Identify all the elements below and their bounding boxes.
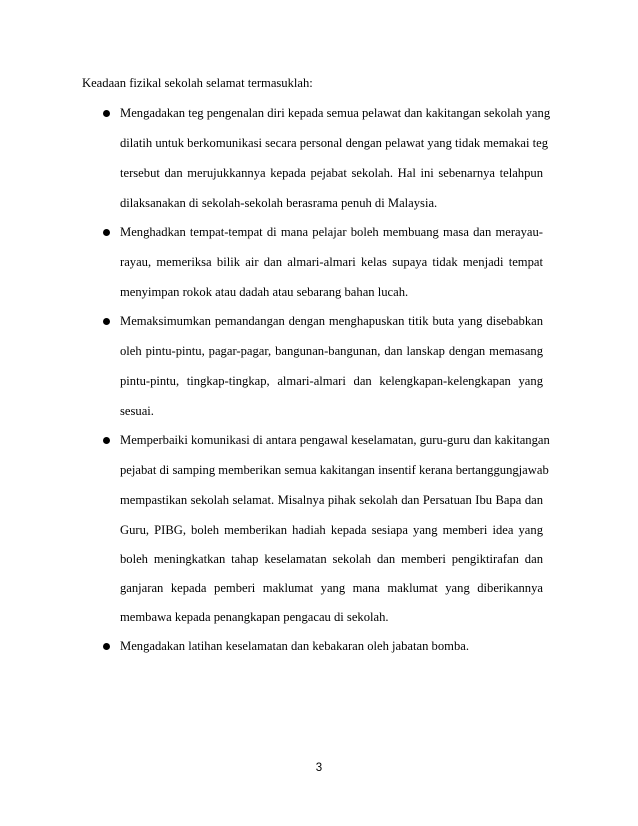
text-line: Guru, PIBG, boleh memberikan hadiah kepada sesiapa yang memberi idea yang (120, 523, 543, 537)
text-line: boleh meningkatkan tahap keselamatan sekolah dan memberi pengiktirafan dan (120, 552, 543, 566)
text-line: Mengadakan latihan keselamatan dan kebakaran oleh jabatan bomba. (120, 639, 469, 653)
bullet-dot-icon (103, 643, 110, 650)
bullet-dot-icon (103, 437, 110, 444)
text-line: rayau, memeriksa bilik air dan almari-almari kelas supaya tidak menjadi tempat (120, 255, 543, 269)
text-line: oleh pintu-pintu, pagar-pagar, bangunan-bangunan, dan lanskap dengan memasang (120, 344, 543, 358)
text-line: Memaksimumkan pemandangan dengan menghapuskan titik buta yang disebabkan (120, 314, 543, 328)
text-line: pejabat di samping memberikan semua kakitangan insentif kerana bertanggungjawab (120, 463, 549, 477)
text-line: dilaksanakan di sekolah-sekolah berasrama penuh di Malaysia. (120, 196, 438, 210)
text-line: Mengadakan teg pengenalan diri kepada semua pelawat dan kakitangan sekolah yang (120, 106, 551, 120)
text-line: membawa kepada penangkapan pengacau di sekolah. (120, 610, 389, 624)
bullet-dot-icon (103, 229, 110, 236)
intro-paragraph: Keadaan fizikal sekolah selamat termasuklah: (82, 76, 313, 90)
text-line: Menghadkan tempat-tempat di mana pelajar boleh membuang masa dan merayau- (120, 225, 543, 239)
text-line: dilatih untuk berkomunikasi secara personal dengan pelawat yang tidak memakai teg (120, 136, 549, 150)
bullet-dot-icon (103, 110, 110, 117)
text-line: tersebut dan merujukkannya kepada pejabat sekolah. Hal ini sebenarnya telahpun (120, 166, 543, 180)
text-line: Memperbaiki komunikasi di antara pengawal keselamatan, guru-guru dan kakitangan (120, 433, 550, 447)
text-line: sesuai. (120, 404, 154, 418)
page-number: 3 (315, 762, 323, 774)
text-line: menyimpan rokok atau dadah atau sebarang bahan lucah. (120, 285, 409, 299)
text-line: pintu-pintu, tingkap-tingkap, almari-almari dan kelengkapan-kelengkapan yang (120, 374, 543, 388)
bullet-dot-icon (103, 318, 110, 325)
text-line: ganjaran kepada pemberi maklumat yang mana maklumat yang diberikannya (120, 581, 543, 595)
text-line: mempastikan sekolah selamat. Misalnya pihak sekolah dan Persatuan Ibu Bapa dan (120, 493, 543, 507)
